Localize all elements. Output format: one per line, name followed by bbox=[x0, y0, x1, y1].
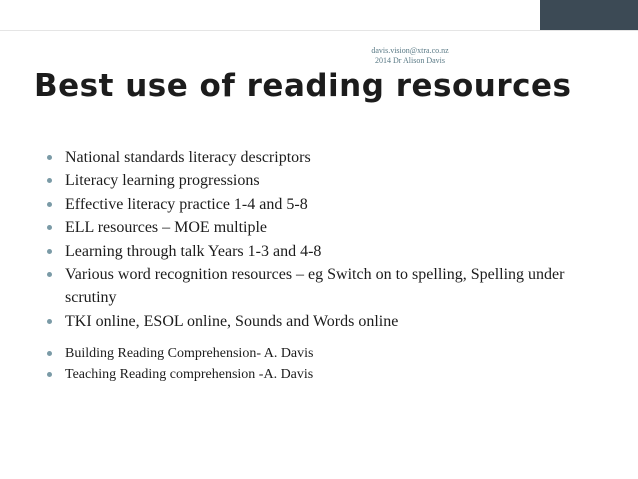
author-copyright: 2014 Dr Alison Davis bbox=[375, 56, 445, 65]
top-bar-left-panel bbox=[0, 0, 538, 30]
secondary-bullet-item: Building Reading Comprehension- A. Davis bbox=[44, 343, 614, 364]
bullet-item: Effective literacy practice 1-4 and 5-8 bbox=[44, 193, 614, 216]
bullet-item: Learning through talk Years 1-3 and 4-8 bbox=[44, 240, 614, 263]
secondary-bullet-list bbox=[44, 343, 614, 385]
secondary-bullet-item: Teaching Reading comprehension -A. Davis bbox=[44, 364, 614, 385]
top-bar-accent-block bbox=[540, 0, 638, 30]
bullet-item: ELL resources – MOE multiple bbox=[44, 216, 614, 239]
bullet-list bbox=[44, 146, 614, 333]
bullet-item: TKI online, ESOL online, Sounds and Words online bbox=[44, 310, 614, 333]
slide-title: Best use of reading resources bbox=[34, 68, 572, 104]
bullet-item: Various word recognition resources – eg Switch on to spelling, Spelling under scrutiny bbox=[44, 263, 614, 310]
author-email: davis.vision@xtra.co.nz bbox=[371, 46, 449, 55]
top-decorative-bar bbox=[0, 0, 638, 30]
top-bar-divider bbox=[0, 30, 638, 31]
bullet-item: National standards literacy descriptors bbox=[44, 146, 614, 169]
author-note bbox=[340, 46, 480, 66]
bullet-item: Literacy learning progressions bbox=[44, 169, 614, 192]
